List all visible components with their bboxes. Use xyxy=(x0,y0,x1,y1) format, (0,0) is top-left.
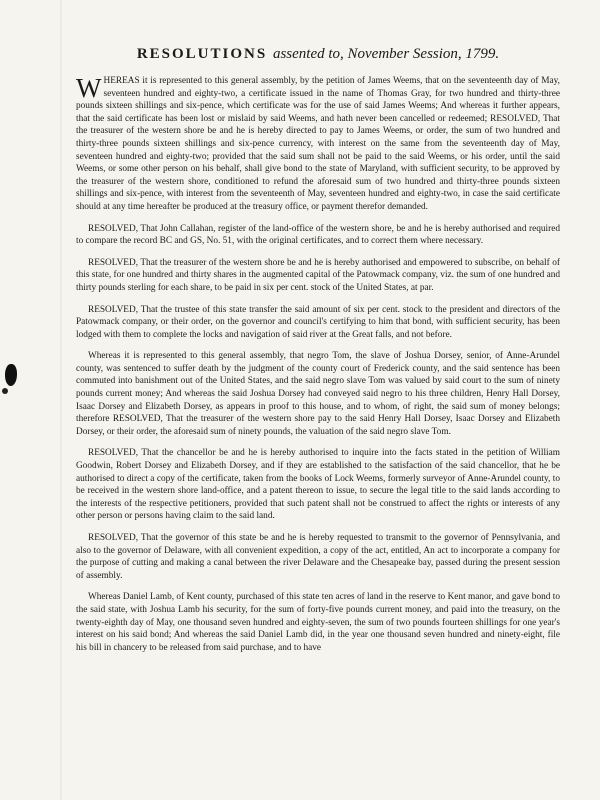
paragraph-text: RESOLVED, That the chancellor be and he is hereby authorised to inquire into the facts stated in the petition of William Goodwin, Robert Dorsey and Elizabeth Dorsey, and if they are established to the satisfaction of the said chancellor, that he be authorised to direct a copy of the certificate, taken from the books of Lock Weems, formerly surveyor of Anne-Arundel county, to be received in the western shore land-office, and a patent thereon to issue, to secure the legal title to the said lands according to the interests of the respective petitioners, provided that such patent shall not be construed to affect the rights or interests of any other person or persons having claim to the said land. xyxy=(76,448,560,522)
resolution-paragraph xyxy=(76,223,560,248)
paragraph-text: RESOLVED, That the governor of this state be and he is hereby requested to transmit to the governor of Pennsylvania, and also to the governor of Delaware, with all convenient expedition, a copy of the act, entitled, An act to incorporate a company for the purpose of cutting and making a canal between the river Delaware and the Chesapeake bay, passed during the present session of assembly. xyxy=(76,533,560,581)
resolution-paragraph xyxy=(76,75,560,214)
heading-subtitle: assented to, November Session, 1799. xyxy=(272,46,500,62)
paragraph-text: Whereas Daniel Lamb, of Kent county, purchased of this state ten acres of land in the reserve to Kent manor, and gave bond to the said state, with Joshua Lamb his security, for the sum of forty-five pounds current money, and paid into the treasury, on the twenty-eighth day of May, one thousand seven hundred and eighty-seven, the sum of two pounds fourteen shillings for one year's interest on his said bond; And whereas the said Daniel Lamb did, in the year one thousand seven hundred and ninety-eight, file his bill in chancery to be released from said purchase, and to have xyxy=(76,592,560,653)
resolution-paragraph xyxy=(76,350,560,438)
resolution-paragraph xyxy=(76,447,560,523)
drop-cap: W xyxy=(76,73,102,103)
paragraph-text: RESOLVED, That John Callahan, register of the land-office of the western shore, be and he is hereby authorised and required to compare the record BC and GS, No. 51, with the original certificates, and to correct them where necessary. xyxy=(76,223,560,247)
heading-title: RESOLUTIONS xyxy=(136,46,268,62)
paragraph-text: Whereas it is represented to this general assembly, that negro Tom, the slave of Joshua Dorsey, senior, of Anne-Arundel county, was sentenced to suffer death by the judgment of the county court of Frederick county, and the said sentence has been commuted into banishment out of the United States, and the said negro slave Tom was valued by said court to the sum of ninety pounds current money; And whereas the said Joshua Dorsey had conveyed said negro to his three children, Henry Hall Dorsey, Isaac Dorsey and Elizabeth Dorsey, as appears in proof to this house, and to whom, of right, the said sum of money belongs; therefore RESOLVED, That the treasurer of the western shore pay to the said Henry Hall Dorsey, Isaac Dorsey and Elizabeth Dorsey, or their order, the aforesaid sum of ninety pounds, the valuation of the said negro slave Tom. xyxy=(76,351,560,437)
page-heading xyxy=(76,46,560,63)
paragraph-text: RESOLVED, That the trustee of this state transfer the said amount of six per cent. stock to the president and directors of the Patowmack company, or their order, on the governor and council's certifying to him that bond, with sufficient security, has been lodged with them to complete the locks and navigation of said river at the Great falls, and not before. xyxy=(76,304,560,340)
paragraph-text: HEREAS it is represented to this general assembly, by the petition of James Weems, that on the seventeenth day of May, seventeen hundred and eighty-two, a certificate issued in the name of Thomas Gray, for two hundred and thirty-three pounds sixteen shillings and six-pence, which certificate was for the use of said James Weems; And whereas it further appears, that the said certificate has been lost or mislaid by said Weems, and hath never been cancelled or redeemed; RESOLVED, That the treasurer of the western shore be and he is hereby directed to pay to James Weems, or order, the sum of two hundred and thirty-three pounds sixteen shillings and six-pence currency, with interest on the same from the seventeenth day of May, seventeen hundred and eighty-two; provided that the said sum shall not be paid to the said Weems, or his order, until the said Weems, or some other person on his behalf, shall give bond to the state of Maryland, with sufficient security, to be approved by the treasurer of the western shore, conditioned to refund the aforesaid sum of two hundred and thirty-three pounds sixteen shillings and six-pence, with interest from the seventeenth of May, seventeen hundred and eighty-two, in case the said certificate should at any time hereafter be produced at the treasury office, or payment therefor demanded. xyxy=(76,76,560,212)
resolution-paragraph xyxy=(76,591,560,654)
ink-blot-small xyxy=(2,388,8,394)
ink-blot xyxy=(5,364,17,386)
resolution-paragraph xyxy=(76,257,560,295)
resolution-paragraph xyxy=(76,532,560,582)
resolution-paragraph xyxy=(76,304,560,342)
binding-shadow xyxy=(60,0,62,800)
paragraph-text: RESOLVED, That the treasurer of the western shore be and he is hereby authorised and empowered to subscribe, on behalf of this state, for one hundred and thirty shares in the augmented capital of the Patowmack company, viz. the sum of one hundred and thirty pounds sterling for each share, to be paid in six per cent. stock of the United States, at par. xyxy=(76,257,560,293)
